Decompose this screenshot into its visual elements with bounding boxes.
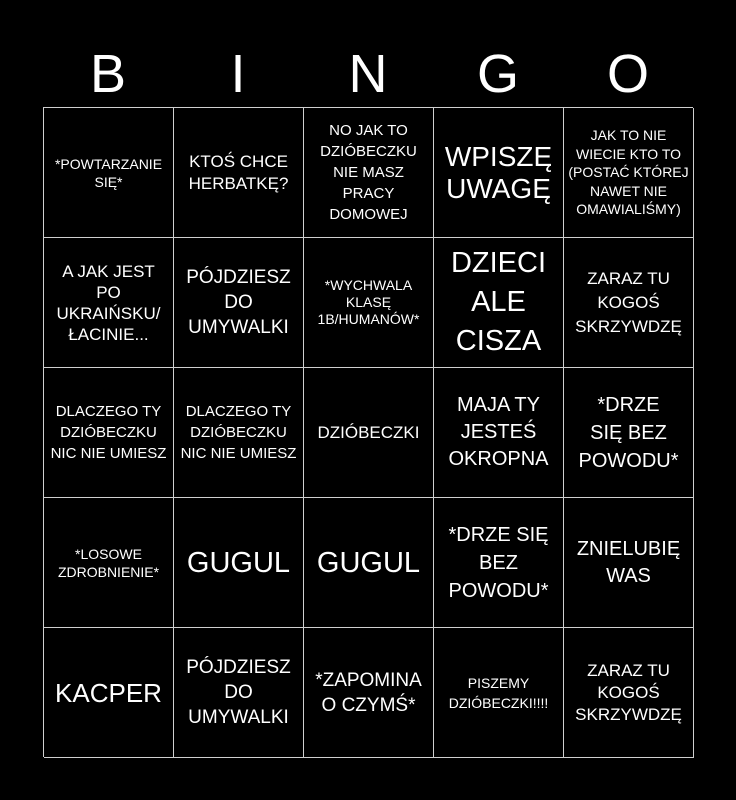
cell-text: PÓJDZIESZ DO UMYWALKI	[186, 657, 291, 728]
bingo-header	[43, 42, 693, 106]
cell-text: *LOSOWE ZDROBNIENIE*	[57, 545, 160, 580]
header-letter-g: G	[476, 44, 519, 104]
cell-text: KACPER	[55, 677, 162, 708]
bingo-cell-r5c3[interactable]	[304, 628, 434, 758]
bingo-cell-r1c3[interactable]	[304, 108, 434, 238]
bingo-cell-r3c2[interactable]	[174, 368, 304, 498]
cell-text: DLACZEGO TY DZIÓBECZKU NIC NIE UMIESZ	[50, 403, 167, 462]
bingo-cell-r1c2[interactable]	[174, 108, 304, 238]
cell-text: *POWTARZANIE SIĘ*	[54, 155, 163, 190]
cell-text: ZNIELUBIĘ WAS	[576, 537, 681, 587]
cell-text: ZARAZ TU KOGOŚ SKRZYWDZĘ	[575, 268, 682, 336]
bingo-cell-r4c5[interactable]	[564, 498, 694, 628]
cell-text: ZARAZ TU KOGOŚ SKRZYWDZĘ	[575, 660, 682, 724]
cell-text: *ZAPOMINA O CZYMŚ*	[315, 669, 422, 716]
bingo-cell-r2c5[interactable]	[564, 238, 694, 368]
cell-text: DZIECI ALE CISZA	[450, 247, 547, 357]
bingo-cell-r1c5[interactable]	[564, 108, 694, 238]
cell-text: PISZEMY DZIÓBECZKI!!!!	[448, 674, 549, 711]
cell-text: PÓJDZIESZ DO UMYWALKI	[186, 267, 291, 338]
cell-text: NO JAK TO DZIÓBECZKU NIE MASZ PRACY DOMOWEJ	[320, 122, 417, 223]
bingo-cell-r5c1[interactable]	[44, 628, 174, 758]
header-letter-n: N	[348, 44, 388, 104]
bingo-cell-r2c3[interactable]	[304, 238, 434, 368]
bingo-cell-r4c2[interactable]	[174, 498, 304, 628]
bingo-cell-r3c3[interactable]	[304, 368, 434, 498]
header-letter-o: O	[606, 44, 649, 104]
bingo-cell-r1c4[interactable]	[434, 108, 564, 238]
cell-text: WPISZĘ UWAGĘ	[444, 140, 553, 204]
bingo-cell-r3c4[interactable]	[434, 368, 564, 498]
cell-text: JAK TO NIE WIECIE KTO TO (POSTAĆ KTÓREJ NAWET NIE OMAWIALIŚMY)	[568, 127, 689, 218]
bingo-cell-r2c2[interactable]	[174, 238, 304, 368]
cell-text: *DRZE SIĘ BEZ POWODU*	[448, 523, 549, 602]
bingo-cell-r4c4[interactable]	[434, 498, 564, 628]
header-letter-b: B	[89, 44, 127, 104]
header-letter-i: I	[230, 44, 246, 104]
cell-text: DLACZEGO TY DZIÓBECZKU NIC NIE UMIESZ	[180, 403, 297, 462]
cell-text: GUGUL	[186, 546, 291, 579]
bingo-cell-r2c4[interactable]	[434, 238, 564, 368]
cell-text: A JAK JEST PO UKRAIŃSKU/ ŁACINIE...	[56, 261, 161, 344]
bingo-cell-r4c3[interactable]	[304, 498, 434, 628]
cell-text: DZIÓBECZKI	[317, 422, 420, 442]
bingo-cell-r3c1[interactable]	[44, 368, 174, 498]
bingo-cell-r5c2[interactable]	[174, 628, 304, 758]
bingo-cell-r1c1[interactable]	[44, 108, 174, 238]
bingo-cell-r5c5[interactable]	[564, 628, 694, 758]
cell-text: *DRZE SIĘ BEZ POWODU*	[578, 393, 679, 472]
cell-text: KTOŚ CHCE HERBATKĘ?	[188, 151, 289, 193]
cell-text: GUGUL	[316, 546, 421, 579]
bingo-cell-r5c4[interactable]	[434, 628, 564, 758]
bingo-cell-r3c5[interactable]	[564, 368, 694, 498]
bingo-cell-r4c1[interactable]	[44, 498, 174, 628]
bingo-grid	[43, 107, 693, 757]
cell-text: *WYCHWALA KLASĘ 1B/HUMANÓW*	[317, 277, 420, 327]
cell-text: MAJA TY JESTEŚ OKROPNA	[448, 394, 549, 470]
bingo-cell-r2c1[interactable]	[44, 238, 174, 368]
